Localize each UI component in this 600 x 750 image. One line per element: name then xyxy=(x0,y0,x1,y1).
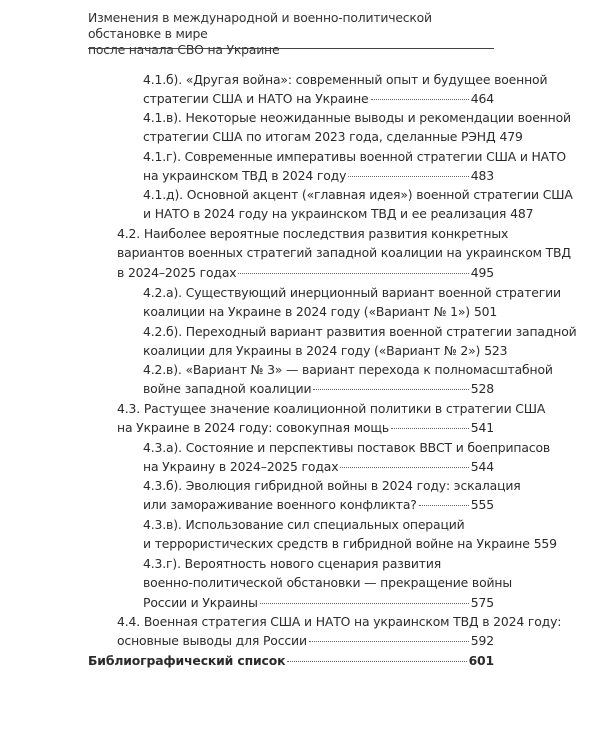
toc-entry-line: 4.3. Растущее значение коалиционной политики в стратегии США xyxy=(117,401,546,416)
toc-entry[interactable] xyxy=(143,108,571,147)
toc-entry-title: в 2024–2025 годах xyxy=(117,264,237,280)
toc-entry-last-line xyxy=(143,89,494,108)
toc-entry[interactable] xyxy=(143,185,573,224)
toc-entry[interactable] xyxy=(143,70,548,109)
dot-leader xyxy=(391,420,469,429)
toc-entry-line: 4.3.б). Эволюция гибридной войны в 2024 году: эскалация xyxy=(143,478,521,493)
dot-leader xyxy=(287,653,466,662)
toc-page-number: 464 xyxy=(470,91,494,107)
toc-entry-last-line xyxy=(143,204,534,223)
toc-entry-last-line xyxy=(143,302,498,321)
header-divider xyxy=(88,48,494,49)
toc-page-number: 487 xyxy=(510,206,534,222)
toc-entry[interactable] xyxy=(143,438,551,477)
toc-entry-line: 4.2.а). Существующий инерционный вариант военной стратегии xyxy=(143,285,561,300)
toc-entry-last-line xyxy=(143,127,523,146)
toc-entry[interactable] xyxy=(143,360,553,399)
toc-entry-title: основные выводы для России xyxy=(117,633,307,649)
toc-entry[interactable] xyxy=(143,283,561,322)
dot-leader xyxy=(348,168,469,177)
toc-page-number: 501 xyxy=(473,304,498,320)
toc-entry-title: на украинском ТВД в 2024 году xyxy=(143,168,347,184)
toc-entry-last-line xyxy=(143,341,508,360)
toc-entry-title: и НАТО в 2024 году на украинском ТВД и ее реализация xyxy=(143,206,507,222)
toc-entry-last-line xyxy=(143,534,557,553)
toc-entry-last-line xyxy=(117,631,494,650)
toc-entry-line: 4.3.в). Использование сил специальных операций xyxy=(143,517,465,532)
toc-entry-title: коалиции на Украине в 2024 году («Вариант № 1») xyxy=(143,304,470,320)
toc-page-number: 483 xyxy=(470,168,494,184)
toc-entry-line: 4.4. Военная стратегия США и НАТО на украинском ТВД в 2024 году: xyxy=(117,614,562,629)
toc-page-number: 541 xyxy=(470,420,494,436)
running-header-line-1: Изменения в международной и военно-политической обстановке в мире xyxy=(88,10,432,41)
toc-page-number: 559 xyxy=(533,536,557,552)
toc-page-number: 601 xyxy=(468,653,494,668)
toc-entry-last-line xyxy=(143,495,494,514)
toc-entry-last-line xyxy=(143,166,494,185)
dot-leader xyxy=(371,91,469,100)
toc-entry-title: на Украине в 2024 году: совокупная мощь xyxy=(117,420,389,436)
toc-entry-line: военно-политической обстановки — прекращение войны xyxy=(143,575,512,591)
toc-entry-line: 4.2.б). Переходный вариант развития военной стратегии западной xyxy=(143,324,577,339)
toc-entry-line: 4.1.д). Основной акцент («главная идея») военной стратегии США xyxy=(143,187,573,202)
toc-entry-title: стратегии США по итогам 2023 года, сделанные РЭНД xyxy=(143,129,496,145)
toc-entry-title: и террористических средств в гибридной войне на Украине xyxy=(143,536,530,552)
toc-page-number: 528 xyxy=(470,381,494,397)
dot-leader xyxy=(419,497,469,506)
toc-entry-last-line xyxy=(143,593,494,612)
dot-leader xyxy=(260,595,469,604)
toc-entry-line: 4.2.в). «Вариант № 3» — вариант перехода к полномасштабной xyxy=(143,362,553,377)
toc-page-number: 555 xyxy=(470,497,494,513)
toc-entry[interactable] xyxy=(143,322,577,361)
toc-entry-title: или замораживание военного конфликта? xyxy=(143,497,417,513)
toc-page-number: 575 xyxy=(470,594,494,610)
toc-entry-last-line xyxy=(88,651,494,670)
toc-page-number: 592 xyxy=(470,633,494,649)
toc-page-number: 523 xyxy=(484,343,508,359)
toc-entry[interactable] xyxy=(88,651,494,670)
toc-entry-line: вариантов военных стратегий западной коалиции на украинском ТВД xyxy=(117,245,571,261)
toc-page-number: 544 xyxy=(470,459,494,475)
dot-leader xyxy=(309,633,469,642)
toc-entry-line: 4.3.а). Состояние и перспективы поставок ВВСТ и боеприпасов xyxy=(143,440,551,455)
toc-entry-line: 4.2. Наиболее вероятные последствия развития конкретных xyxy=(117,226,509,241)
toc-entry-title: коалиции для Украины в 2024 году («Вариант № 2») xyxy=(143,343,481,359)
toc-entry-last-line xyxy=(117,263,494,282)
toc-entry[interactable] xyxy=(117,612,562,651)
toc-entry[interactable] xyxy=(117,399,546,438)
dot-leader xyxy=(313,381,468,390)
toc-entry-last-line xyxy=(143,457,494,476)
toc-page-number: 495 xyxy=(470,264,494,280)
toc-entry-title: стратегии США и НАТО на Украине xyxy=(143,91,369,107)
toc-entry[interactable] xyxy=(117,224,571,282)
toc-entry-title: на Украину в 2024–2025 годах xyxy=(143,459,339,475)
toc-entry-title: войне западной коалиции xyxy=(143,381,312,397)
dot-leader xyxy=(238,265,468,274)
running-header xyxy=(88,10,504,58)
toc-entry-line: 4.1.г). Современные императивы военной стратегии США и НАТО xyxy=(143,149,567,164)
toc-entry[interactable] xyxy=(143,476,521,515)
dot-leader xyxy=(340,459,468,468)
toc-entry-line: 4.1.в). Некоторые неожиданные выводы и рекомендации военной xyxy=(143,110,571,125)
toc-entry-last-line xyxy=(143,379,494,398)
toc-entry-title: России и Украины xyxy=(143,594,258,610)
toc-entry-line: 4.1.б). «Другая война»: современный опыт и будущее военной xyxy=(143,72,548,87)
running-header-line-2: после начала СВО на Украине xyxy=(88,42,280,57)
toc-entry[interactable] xyxy=(143,147,567,186)
toc-entry-title: Библиографический список xyxy=(88,653,286,668)
toc-entry-last-line xyxy=(117,418,494,437)
toc-page-number: 479 xyxy=(499,129,523,145)
toc-entry[interactable] xyxy=(143,554,512,612)
toc-entry[interactable] xyxy=(143,515,557,554)
toc-entry-line: 4.3.г). Вероятность нового сценария развития xyxy=(143,556,442,571)
